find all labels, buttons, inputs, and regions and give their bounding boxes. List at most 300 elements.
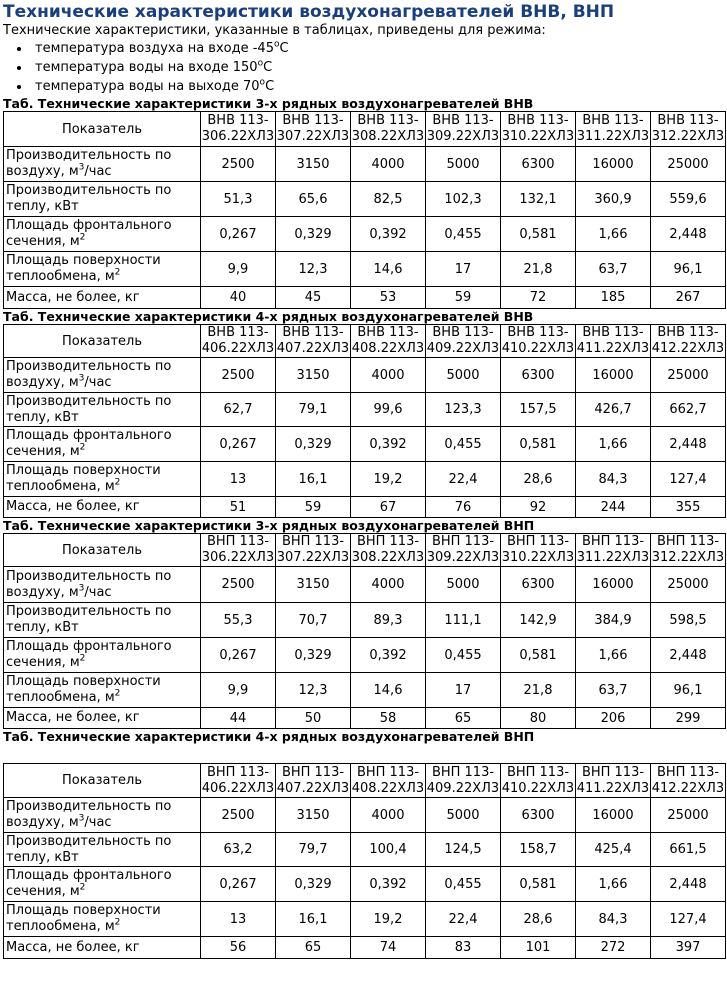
row-label-tail: /час [84,164,112,179]
table-cell: 28,6 [501,902,576,937]
table-cell: 96,1 [651,252,726,287]
model-code: 406.22ХЛ3 [201,780,275,796]
column-header-model [276,112,351,147]
table-cell: 299 [651,708,726,729]
model-code: 307.22ХЛ3 [276,550,350,565]
table-cell: 50 [276,708,351,729]
table-cell: 0,329 [276,217,351,252]
table-caption: Таб. Технические характеристики 3-х рядных воздухонагревателей ВНВ [3,96,534,111]
model-code: 311.22ХЛ3 [576,550,650,565]
table-cell: 13 [201,902,276,937]
table-cell: 67 [351,497,426,518]
table-cell: 5000 [426,567,501,603]
table-row-surface [4,462,726,497]
row-label-sup: 2 [114,688,121,699]
row-label-line1: Производительность по [6,393,172,409]
model-code: 309.22ХЛ3 [426,129,500,144]
table-cell: 662,7 [651,393,726,427]
model-code: 309.22ХЛ3 [426,550,500,565]
table-row-surface [4,902,726,937]
table-cell: 5000 [426,358,501,393]
model-series: ВНП 113- [206,534,270,549]
model-code: 311.22ХЛ3 [576,129,650,144]
table-cell: 19,2 [351,902,426,937]
row-label [4,217,201,252]
row-label-line2: сечения, м [6,234,80,249]
row-label [4,462,201,497]
row-label-tail: /час [84,584,112,600]
table-cell: 6300 [501,358,576,393]
row-label-line2: теплообмена, м [6,479,115,494]
table-cell: 1,66 [576,427,651,462]
table-cell: 355 [651,497,726,518]
table-cell: 123,3 [426,393,501,427]
model-series: ВНП 113- [356,764,420,780]
column-header-parameter: Показатель [4,534,201,567]
table-cell: 63,7 [576,252,651,287]
row-label-line2: сечения, м [6,884,80,899]
header-row [4,112,726,147]
table-cell: 384,9 [576,603,651,638]
model-code: 412.22ХЛ3 [651,780,725,796]
table-caption: Таб. Технические характеристики 3-х рядных воздухонагревателей ВНП [3,518,535,533]
column-header-parameter: Показатель [4,764,201,798]
row-label-line1: Производительность по [6,568,172,584]
table-caption: Таб. Технические характеристики 4-х рядных воздухонагревателей ВНП [3,729,535,744]
header-row [4,764,726,798]
table-row-surface [4,673,726,708]
row-label-line2: теплообмена, м [6,269,115,284]
table-cell: 0,329 [276,427,351,462]
table-cell: 25000 [651,358,726,393]
table-cell: 6300 [501,798,576,833]
table-cell: 79,1 [276,393,351,427]
row-label [4,902,201,937]
table-cell: 65 [426,708,501,729]
row-label-line1: Площадь поверхности [6,903,161,918]
table-cell: 84,3 [576,902,651,937]
row-label-line1: Производительность по [6,183,172,198]
table-row-front [4,217,726,252]
table-cell: 58 [351,708,426,729]
table-cell: 65,6 [276,182,351,217]
table-cell: 2500 [201,358,276,393]
table-cell: 2,448 [651,217,726,252]
table-cell: 3150 [276,147,351,182]
table-cell: 72 [501,287,576,309]
table-cell: 3150 [276,358,351,393]
table-cell: 96,1 [651,673,726,708]
table-cell: 244 [576,497,651,518]
column-header-model [351,764,426,798]
table-cell: 267 [651,287,726,309]
table-cell: 76 [426,497,501,518]
table-cell: 9,9 [201,252,276,287]
table-cell: 425,4 [576,833,651,867]
table-cell: 0,581 [501,217,576,252]
model-series: ВНП 113- [356,534,420,549]
column-header-model [276,325,351,358]
table-cell: 63,7 [576,673,651,708]
table-cell: 84,3 [576,462,651,497]
column-header-model [201,112,276,147]
table-cell: 16,1 [276,902,351,937]
row-label: Масса, не более, кг [4,497,201,518]
page-title: Технические характеристики воздухонагревателей ВНВ, ВНП [3,2,615,22]
table-row-heat [4,393,726,427]
table-cell: 9,9 [201,673,276,708]
row-label-sup: 2 [114,917,121,928]
table-cell: 0,392 [351,638,426,673]
row-label [4,427,201,462]
model-code: 409.22ХЛ3 [426,341,500,356]
row-label-line1: Площадь поверхности [6,674,161,689]
row-label-line1: Производительность по [6,148,172,163]
model-code: 308.22ХЛ3 [351,550,425,565]
model-code: 307.22ХЛ3 [276,129,350,144]
header-row [4,325,726,358]
model-series: ВНВ 113- [357,325,419,340]
table-row-mass [4,497,726,518]
table-cell: 62,7 [201,393,276,427]
table-cell: 132,1 [501,182,576,217]
row-label-line2: воздуху, м [6,584,79,600]
column-header-model [651,112,726,147]
row-label-line2: воздуху, м [6,815,79,830]
table-cell: 127,4 [651,462,726,497]
model-code: 410.22ХЛ3 [501,341,575,356]
header-row [4,534,726,567]
table-cell: 0,581 [501,638,576,673]
table-cell: 16000 [576,147,651,182]
row-label-sup: 2 [79,442,86,453]
table-cell: 3150 [276,567,351,603]
model-series: ВНВ 113- [507,113,569,128]
table-cell: 142,9 [501,603,576,638]
row-label-sup: 3 [78,813,85,824]
table-cell: 1,66 [576,217,651,252]
model-series: ВНВ 113- [432,325,494,340]
table-cell: 0,392 [351,427,426,462]
table-cell: 25000 [651,567,726,603]
table-cell: 4000 [351,567,426,603]
table-caption: Таб. Технические характеристики 4-х рядных воздухонагревателей ВНВ [3,309,534,324]
model-series: ВНВ 113- [582,325,644,340]
table-cell: 14,6 [351,252,426,287]
row-label-sup: 2 [79,882,86,893]
table-cell: 70,7 [276,603,351,638]
table-cell: 4000 [351,798,426,833]
table-cell: 157,5 [501,393,576,427]
spec-table [3,111,726,309]
table-cell: 598,5 [651,603,726,638]
column-header-model [426,112,501,147]
row-label [4,567,201,603]
model-code: 306.22ХЛ3 [201,550,275,565]
table-cell: 0,455 [426,867,501,902]
model-series: ВНП 113- [206,764,270,780]
table-cell: 83 [426,937,501,959]
model-series: ВНВ 113- [507,325,569,340]
table-cell: 21,8 [501,673,576,708]
row-label [4,358,201,393]
model-series: ВНП 113- [431,534,495,549]
table-cell: 0,455 [426,638,501,673]
condition-item: • температура воздуха на входе -45$^o$C [31,39,725,58]
model-series: ВНВ 113- [357,113,419,128]
row-label-line2: теплообмена, м [6,690,115,705]
table-cell: 158,7 [501,833,576,867]
table-cell: 13 [201,462,276,497]
table-cell: 16,1 [276,462,351,497]
row-label-sup: 2 [114,267,121,278]
model-code: 411.22ХЛ3 [576,341,650,356]
table-row-heat [4,182,726,217]
table-cell: 63,2 [201,833,276,867]
model-code: 412.22ХЛ3 [651,341,725,356]
table-cell: 0,392 [351,867,426,902]
table-cell: 53 [351,287,426,309]
row-label-line1: Производительность по [6,833,172,849]
row-label [4,867,201,902]
table-cell: 89,3 [351,603,426,638]
row-label-line1: Производительность по [6,359,172,374]
column-header-model [276,764,351,798]
model-series: ВНП 113- [656,534,720,549]
row-label-tail: /час [84,375,112,390]
table-cell: 44 [201,708,276,729]
model-series: ВНВ 113- [282,325,344,340]
model-series: ВНП 113- [281,764,345,780]
table-row-front [4,427,726,462]
table-cell: 2500 [201,798,276,833]
row-label-line2: воздуху, м [6,164,79,179]
column-header-model [501,764,576,798]
row-label [4,833,201,867]
table-cell: 5000 [426,147,501,182]
table-cell: 5000 [426,798,501,833]
row-label-line2: теплу, кВт [6,849,79,865]
model-series: ВНП 113- [581,534,645,549]
model-series: ВНВ 113- [207,325,269,340]
row-label-line1: Производительность по [6,799,172,814]
row-label: Масса, не более, кг [4,708,201,729]
table-cell: 59 [276,497,351,518]
model-code: 312.22ХЛ3 [651,550,725,565]
table-row-air [4,798,726,833]
table-cell: 3150 [276,798,351,833]
table-cell: 82,5 [351,182,426,217]
tables-container [3,96,725,959]
model-series: ВНП 113- [506,764,570,780]
table-cell: 1,66 [576,638,651,673]
table-cell: 559,6 [651,182,726,217]
column-header-model [351,325,426,358]
condition-item: • температура воды на входе 150$^o$C [31,58,725,77]
row-label: Масса, не более, кг [4,287,201,309]
row-label: Масса, не более, кг [4,937,201,959]
column-header-parameter: Показатель [4,112,201,147]
row-label-line1: Площадь поверхности [6,253,161,268]
table-row-air [4,147,726,182]
table-cell: 2500 [201,147,276,182]
table-cell: 2,448 [651,427,726,462]
table-cell: 1,66 [576,867,651,902]
table-cell: 6300 [501,567,576,603]
table-cell: 59 [426,287,501,309]
model-code: 410.22ХЛ3 [501,780,575,796]
model-code: 408.22ХЛ3 [351,341,425,356]
table-cell: 2,448 [651,638,726,673]
row-label-line2: теплу, кВт [6,409,79,425]
table-cell: 0,329 [276,638,351,673]
column-header-model [351,534,426,567]
condition-item: • температура воды на выходе 70$^o$C [31,77,725,96]
table-cell: 25000 [651,798,726,833]
model-series: ВНВ 113- [282,113,344,128]
column-header-model [201,325,276,358]
table-row-mass [4,708,726,729]
spec-table [3,533,726,729]
column-header-model [576,764,651,798]
table-cell: 206 [576,708,651,729]
column-header-model [201,764,276,798]
row-label-sup: 3 [78,373,85,384]
row-label [4,182,201,217]
row-label-line1: Площадь фронтального [6,428,172,443]
table-row-heat [4,603,726,638]
table-cell: 12,3 [276,252,351,287]
table-cell: 25000 [651,147,726,182]
table-cell: 0,267 [201,217,276,252]
model-code: 408.22ХЛ3 [351,780,425,796]
table-cell: 28,6 [501,462,576,497]
table-row-front [4,638,726,673]
column-header-model [351,112,426,147]
intro-text: Технические характеристики, указанные в таблицах, приведены для режима: [3,23,546,38]
row-label [4,603,201,638]
table-cell: 4000 [351,358,426,393]
table-cell: 0,581 [501,427,576,462]
table-cell: 100,4 [351,833,426,867]
table-cell: 40 [201,287,276,309]
table-cell: 124,5 [426,833,501,867]
model-series: ВНВ 113- [207,113,269,128]
table-cell: 102,3 [426,182,501,217]
row-label-line1: Производительность по [6,604,172,619]
table-row-mass [4,287,726,309]
table-cell: 92 [501,497,576,518]
column-header-model [276,534,351,567]
model-code: 310.22ХЛ3 [501,129,575,144]
table-cell: 397 [651,937,726,959]
table-row-air [4,358,726,393]
table-cell: 17 [426,673,501,708]
row-label-sup: 2 [79,653,86,664]
table-cell: 272 [576,937,651,959]
table-cell: 111,1 [426,603,501,638]
model-series: ВНВ 113- [432,113,494,128]
model-code: 312.22ХЛ3 [651,129,725,144]
table-cell: 80 [501,708,576,729]
column-header-parameter: Показатель [4,325,201,358]
column-header-model [576,534,651,567]
row-label-line2: теплообмена, м [6,919,115,934]
table-row-mass [4,937,726,959]
model-code: 407.22ХЛ3 [276,780,350,796]
model-series: ВНП 113- [581,764,645,780]
table-cell: 661,5 [651,833,726,867]
table-cell: 0,267 [201,638,276,673]
table-cell: 4000 [351,147,426,182]
table-cell: 99,6 [351,393,426,427]
table-cell: 2500 [201,567,276,603]
table-cell: 65 [276,937,351,959]
row-label [4,673,201,708]
column-header-model [501,112,576,147]
model-series: ВНП 113- [281,534,345,549]
column-header-model [426,764,501,798]
table-cell: 21,8 [501,252,576,287]
table-cell: 79,7 [276,833,351,867]
table-cell: 101 [501,937,576,959]
table-cell: 51,3 [201,182,276,217]
table-cell: 16000 [576,358,651,393]
table-cell: 6300 [501,147,576,182]
row-label [4,252,201,287]
table-cell: 0,581 [501,867,576,902]
page-content [3,0,725,959]
table-cell: 127,4 [651,902,726,937]
model-code: 310.22ХЛ3 [501,550,575,565]
spec-table [3,324,726,518]
model-series: ВНП 113- [506,534,570,549]
model-series: ВНП 113- [656,764,720,780]
row-label-sup: 2 [114,477,121,488]
column-header-model [651,325,726,358]
table-cell: 55,3 [201,603,276,638]
model-code: 407.22ХЛ3 [276,341,350,356]
row-label-line2: сечения, м [6,655,80,670]
table-cell: 2,448 [651,867,726,902]
table-cell: 74 [351,937,426,959]
row-label-line1: Площадь фронтального [6,639,172,654]
table-cell: 22,4 [426,902,501,937]
spec-table [3,763,726,959]
table-cell: 19,2 [351,462,426,497]
column-header-model [651,764,726,798]
table-cell: 0,267 [201,867,276,902]
row-label [4,393,201,427]
model-series: ВНП 113- [431,764,495,780]
row-label-tail: /час [84,815,112,830]
row-label-line2: теплу, кВт [6,199,79,214]
table-cell: 360,9 [576,182,651,217]
conditions-list [3,39,725,96]
table-cell: 22,4 [426,462,501,497]
table-cell: 14,6 [351,673,426,708]
table-cell: 12,3 [276,673,351,708]
row-label-line2: теплу, кВт [6,620,79,635]
row-label [4,147,201,182]
table-row-front [4,867,726,902]
table-cell: 185 [576,287,651,309]
row-label-line1: Площадь фронтального [6,868,172,883]
table-row-heat [4,833,726,867]
table-cell: 0,455 [426,427,501,462]
row-label-line1: Площадь поверхности [6,463,161,478]
table-cell: 0,267 [201,427,276,462]
